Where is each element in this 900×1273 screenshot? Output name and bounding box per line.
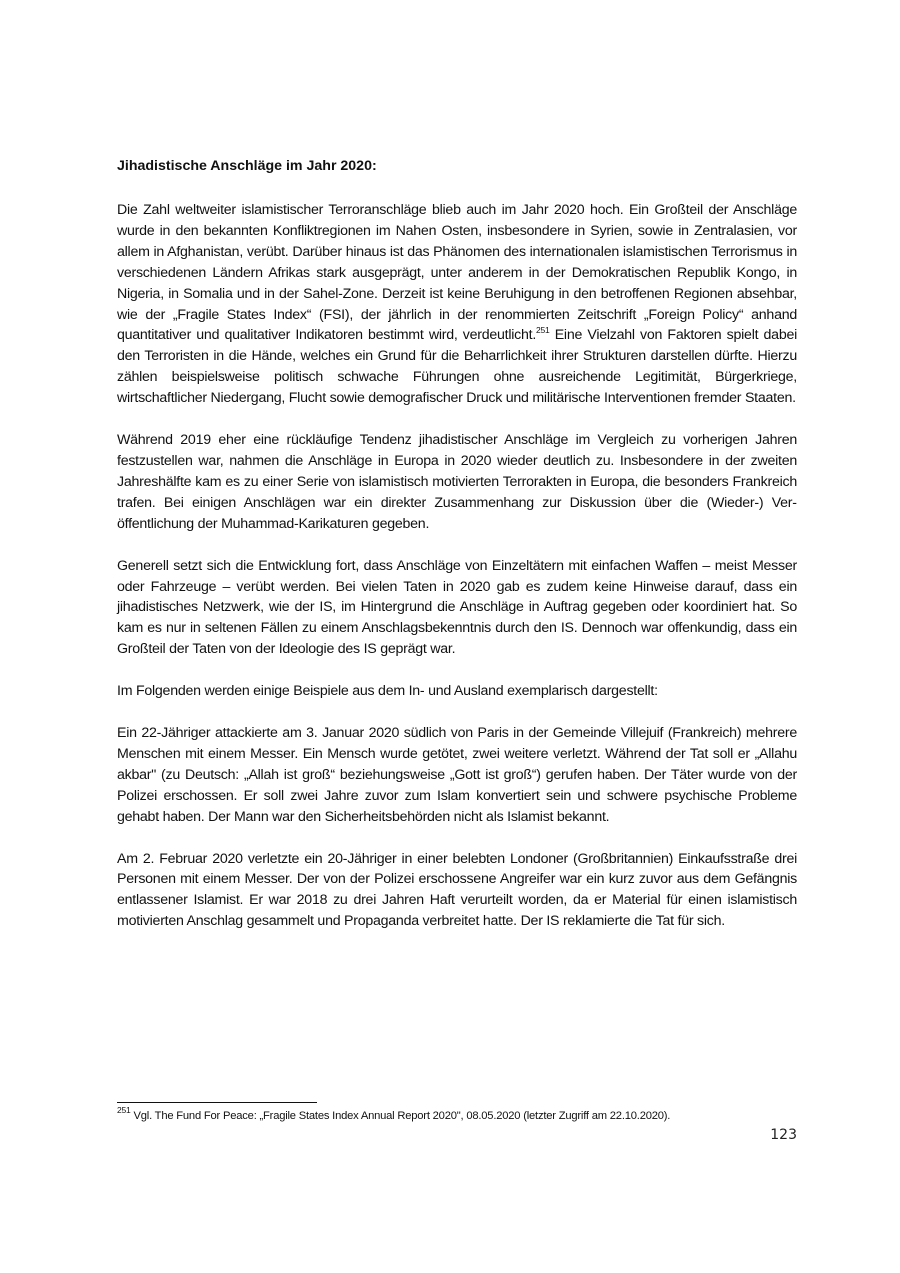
page-number: 123 — [770, 1127, 797, 1143]
footnote-reference[interactable]: 251 — [536, 324, 550, 335]
footnote-divider — [117, 1102, 317, 1103]
paragraph-5: Ein 22-Jähriger attackierte am 3. Januar 2020 südlich von Paris in der Gemeinde Villejuif (Frankreich) mehrere Menschen mit einem Messer. Ein Mensch wurde getötet, zwei weitere verletzt. Während der Tat soll er „Allahu akbar" (zu Deutsch: „Allah ist groß“ beziehungsweise „Gott ist groß“) gerufen haben. Der Täter wurde von der Polizei erschossen. Er soll zwei Jahre zuvor zum Islam konvertiert sein und schwere psychische Probleme gehabt haben. Der Mann war den Sicherheitsbehörden nicht als Islamist bekannt. — [117, 725, 797, 825]
footnote-text: Vgl. The Fund For Peace: „Fragile States Index Annual Report 2020", 08.05.2020 (letzter Zugriff am 22.10.2020). — [130, 1110, 671, 1122]
paragraph-1-text-after: Eine Vielzahl von Faktoren spielt dabei den Terroristen in die Hände, welches ein Grund für die Beharrlichkeit ihrer Strukturen darstellen dürfte. Hierzu zählen beispielsweise politisch schwache Führungen ohne ausreichende Legitimität, Bürgerkriege, wirtschaftlicher Niedergang, Flucht sowie demografischer Druck und militärische Interventionen fremder Staaten. — [117, 327, 797, 407]
main-content — [117, 155, 797, 953]
paragraph-2: Während 2019 eher eine rückläufige Tendenz jihadistischer Anschläge im Vergleich zu vorherigen Jahren festzustellen war, nahmen die Anschläge in Europa in 2020 wieder deutlich zu. Insbesondere in der zweiten Jahreshälfte kam es zu einer Serie von islamistisch motivierten Terrorakten in Europa, die besonders Frankreich trafen. Bei einigen Anschlägen war ein direkter Zusammenhang zur Diskussion über die (Wieder-) Veröffentlichung der Muhammad-Karikaturen gegeben. — [117, 432, 797, 532]
paragraph-1-text-before: Die Zahl weltweiter islamistischer Terroranschläge blieb auch im Jahr 2020 hoch. Ein Großteil der Anschläge wurde in den bekannten Konfliktregionen im Nahen Osten, insbesondere in Syrien, sowie in Zentralasien, vor allem in Afghanistan, verübt. Darüber hinaus ist das Phänomen des internationalen islamistischen Terrorismus in verschiedenen Ländern Afrikas stark ausgeprägt, unter anderem in der Demokratischen Republik Kongo, in Nigeria, in Somalia und in der Sahel-Zone. Derzeit ist keine Beruhigung in den betroffenen Regionen absehbar, wie der „Fragile States Index“ (FSI), der jährlich in der renommierten Zeitschrift „Foreign Policy“ anhand quantitativer und qualitativer Indikatoren bestimmt wird, verdeutlicht. — [117, 202, 797, 344]
paragraph-6: Am 2. Februar 2020 verletzte ein 20-Jähriger in einer belebten Londoner (Großbritannien) Einkaufsstraße drei Personen mit einem Messer. Der von der Polizei erschossene Angreifer war ein kurz zuvor aus dem Gefängnis entlassener Islamist. Er war 2018 zu drei Jahren Haft verurteilt worden, da er Material für einen islamistisch motivierten Anschlag gesammelt und Propaganda verbreitet hatte. Der IS reklamierte die Tat für sich. — [117, 850, 797, 930]
section-heading: Jihadistische Anschläge im Jahr 2020: — [117, 158, 377, 174]
paragraph-1 — [117, 200, 797, 409]
paragraph-4: Im Folgenden werden einige Beispiele aus dem In- und Ausland exemplarisch dargestellt: — [117, 683, 658, 700]
footnote-number: 251 — [117, 1105, 131, 1116]
footnote — [117, 1105, 817, 1123]
paragraph-3: Generell setzt sich die Entwicklung fort, dass Anschläge von Einzeltätern mit einfachen Waffen – meist Messer oder Fahrzeuge – verübt werden. Bei vielen Taten in 2020 gab es zudem keine Hinweise darauf, dass ein jihadistisches Netzwerk, wie der IS, im Hintergrund die Anschläge in Auftrag gegeben oder koordiniert hat. So kam es nur in seltenen Fällen zu einem Anschlagsbekenntnis durch den IS. Dennoch war offenkundig, dass ein Großteil der Taten von der Ideologie des IS geprägt war. — [117, 557, 797, 658]
